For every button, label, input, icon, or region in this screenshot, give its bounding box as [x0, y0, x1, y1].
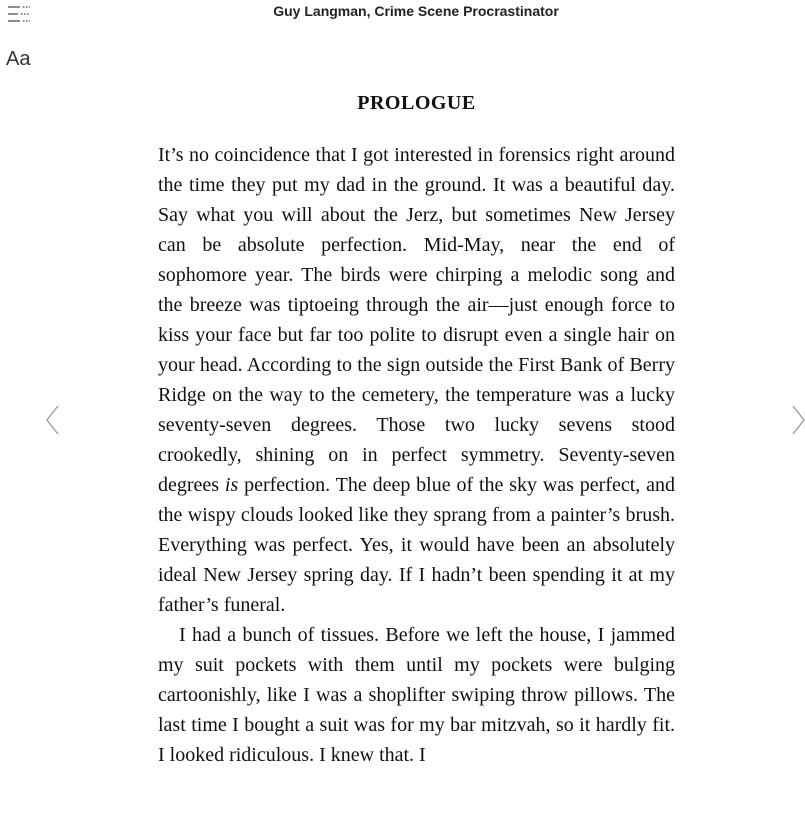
- paragraph-1: [158, 140, 675, 620]
- chevron-left-icon[interactable]: [44, 404, 62, 436]
- chapter-title: PROLOGUE: [357, 92, 476, 114]
- paragraph-2: I had a bunch of tissues. Before we left the house, I jammed my suit pockets with them until my pockets were bulging cartoonishly, like I was a shoplifter swiping throw pillows. The last time I bought a suit was for my bar mitzvah, so it hardly fit. I looked ridiculous. I knew that. I: [158, 624, 675, 766]
- font-settings-button[interactable]: Aa: [6, 48, 31, 70]
- paragraph-1-italic: is: [224, 474, 239, 496]
- book-title-header: Guy Langman, Crime Scene Procrastinator: [273, 3, 559, 19]
- paragraph-1-text-a: It’s no coincidence that I got interested in forensics right around the time they put my dad in the ground. It was a beautiful day. Say what you will about the Jerz, but sometimes New Jersey can be absolute perfection. Mid-May, near the end of sophomore year. The birds were chirping a melodic song and the breeze was tiptoeing through the air—just enough force to kiss your face but far too polite to disrupt even a single hair on your head. According to the sign outside the First Bank of Berry Ridge on the way to the cemetery, the temperature was a lucky seventy-seven degrees. Those two lucky sevens stood crookedly, shining on in perfect symmetry. Seventy-seven degrees: [158, 144, 675, 496]
- reading-pane: [158, 88, 675, 770]
- chevron-right-icon[interactable]: [790, 404, 805, 436]
- paragraph-1-text-b: perfection. The deep blue of the sky was perfect, and the wispy clouds looked like they sprang from a painter’s brush. Everything was perfect. Yes, it would have been an absolutely ideal New Jersey spring day. If I hadn’t been spending it at my father’s funeral.: [158, 474, 675, 616]
